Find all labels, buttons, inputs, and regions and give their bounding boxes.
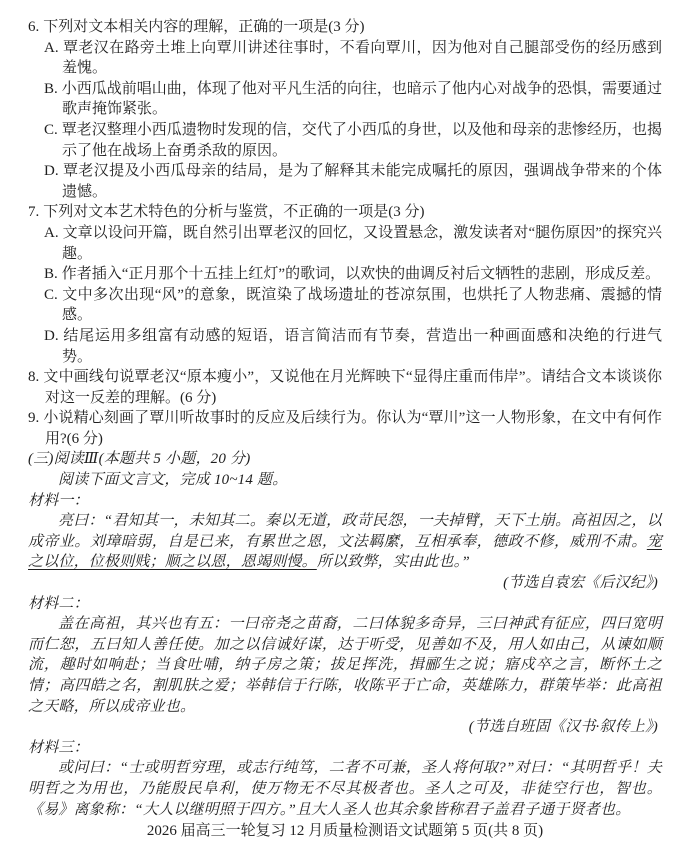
section-heading: (三)阅读Ⅲ(本题共 5 小题，20 分) — [28, 451, 251, 468]
question-7-option-a — [44, 223, 662, 264]
option-label: A. — [44, 39, 59, 56]
material-1-paragraph — [28, 511, 662, 573]
material-1-text-pre: 亮曰：“君知其一，未知其二。秦以无道，政苛民怨，一夫掉臂，天下土崩。高祖因之，以成帝业。刘璋暗弱，自是已来，有累世之恩，文法羁縻，互相承奉，德政不修，威刑不肃。 — [28, 513, 662, 550]
question-6-option-c — [44, 120, 662, 161]
option-text: 结尾运用多组富有动感的短语，语言简洁而有节奏，营造出一种画面感和决绝的行进气势。 — [62, 327, 662, 365]
option-label: C. — [44, 286, 58, 303]
question-8-number: 8. — [28, 369, 40, 386]
question-6 — [28, 17, 662, 38]
material-1-underlined-sentence: 宠之以位，位极则贱；顺之以恩，恩竭则慢。 — [28, 533, 662, 571]
option-label: B. — [44, 266, 58, 283]
page-footer: 2026 届高三一轮复习 12 月质量检测语文试题第 5 页(共 8 页) — [146, 823, 544, 840]
question-9 — [28, 408, 662, 449]
question-7 — [28, 202, 662, 223]
material-2-attribution: (节选自班固《汉书·叙传上》) — [468, 719, 658, 736]
question-7-stem: 下列对文本艺术特色的分析与鉴赏，不正确的一项是(3 分) — [43, 204, 425, 221]
question-8-stem: 文中画线句说覃老汉“原本瘦小”，又说他在月光辉映下“显得庄重而伟岸”。请结合文本谈谈你对这一反差的理解。(6 分) — [43, 369, 662, 406]
material-1-text-post: 所以致弊，实由此也。” — [316, 554, 470, 571]
question-9-number: 9. — [28, 410, 40, 427]
material-2-paragraph: 盖在高祖，其兴也有五：一曰帝尧之苗裔，二曰体貌多奇异，三曰神武有征应，四曰宽明而仁恕，五曰知人善任使。加之以信诚好谋，达于听受，见善如不及，用人如由己，从谏如顺流，趣时如响赴；当食吐哺，纳子房之策；拔足挥洗，揖郦生之说；寤戍卒之言，断怀土之情；高四皓之名，割肌肤之爱；举韩信于行陈，收陈平于亡命，英雄陈力，群策毕举：此高祖之天略，所以成帝业也。 — [28, 616, 662, 715]
question-7-option-b — [44, 264, 662, 285]
option-text: 小西瓜战前唱山曲，体现了他对平凡生活的向往，也暗示了他内心对战争的恐惧，需要通过歌声掩饰紧张。 — [61, 80, 662, 118]
option-label: A. — [44, 224, 59, 241]
question-8 — [28, 367, 662, 408]
option-text: 覃老汉提及小西瓜母亲的结局，是为了解释其未能完成嘱托的原因，强调战争带来的个体遗憾。 — [62, 163, 662, 200]
question-7-option-c — [44, 285, 662, 326]
material-3-label: 材料三： — [28, 739, 89, 756]
option-text: 覃老汉在路旁土堆上向覃川讲述往事时，不看向覃川，因为他对自己腿部受伤的经历感到羞愧。 — [62, 39, 662, 77]
option-text: 文中多次出现“风”的意象，既渲染了战场遗址的苍凉氛围，也烘托了人物悲痛、震撼的情感。 — [61, 286, 662, 324]
option-label: B. — [44, 80, 58, 97]
question-7-number: 7. — [28, 204, 40, 221]
option-text: 文章以设问开篇，既自然引出覃老汉的回忆，又设置悬念，激发读者对“腿伤原因”的探究兴趣。 — [62, 224, 662, 262]
material-2-label: 材料二： — [28, 595, 89, 612]
option-text: 覃老汉整理小西瓜遗物时发现的信，交代了小西瓜的身世，以及他和母亲的悲惨经历，也揭示了他在战场上奋勇杀敌的原因。 — [61, 121, 662, 159]
option-label: D. — [44, 327, 59, 344]
option-label: D. — [44, 163, 59, 180]
question-9-stem: 小说精心刻画了覃川听故事时的反应及后续行为。你认为“覃川”这一人物形象，在文中有何作用?(6 分) — [43, 410, 662, 447]
question-6-option-a — [44, 38, 662, 79]
option-label: C. — [44, 121, 58, 138]
question-6-number: 6. — [28, 19, 40, 35]
question-6-option-d — [44, 161, 662, 202]
question-7-option-d — [44, 326, 662, 367]
question-6-stem: 下列对文本相关内容的理解，正确的一项是(3 分) — [43, 19, 365, 35]
material-3-paragraph: 或问曰：“士或明哲穷理，或志行纯笃，二者不可兼，圣人将何取?”对曰：“其明哲乎！夫明哲之为用也，乃能殷民阜利，使万物无不尽其极者也。圣人之可及，非徒空行也，智也。《易》离象称：“大人以继明照于四方。”且大人圣人也其余象皆称君子盖君子通于贤者也。 — [28, 760, 662, 818]
question-6-option-b — [44, 79, 662, 120]
material-1-attribution: (节选自袁宏《后汉纪》) — [503, 575, 658, 592]
option-text: 作者插入“正月那个十五挂上红灯”的歌词，以欢快的曲调反衬后文牺牲的悲剧，形成反差。 — [61, 266, 661, 283]
material-1-label: 材料一： — [28, 492, 89, 509]
section-instruction: 阅读下面文言文，完成 10~14 题。 — [58, 472, 288, 489]
